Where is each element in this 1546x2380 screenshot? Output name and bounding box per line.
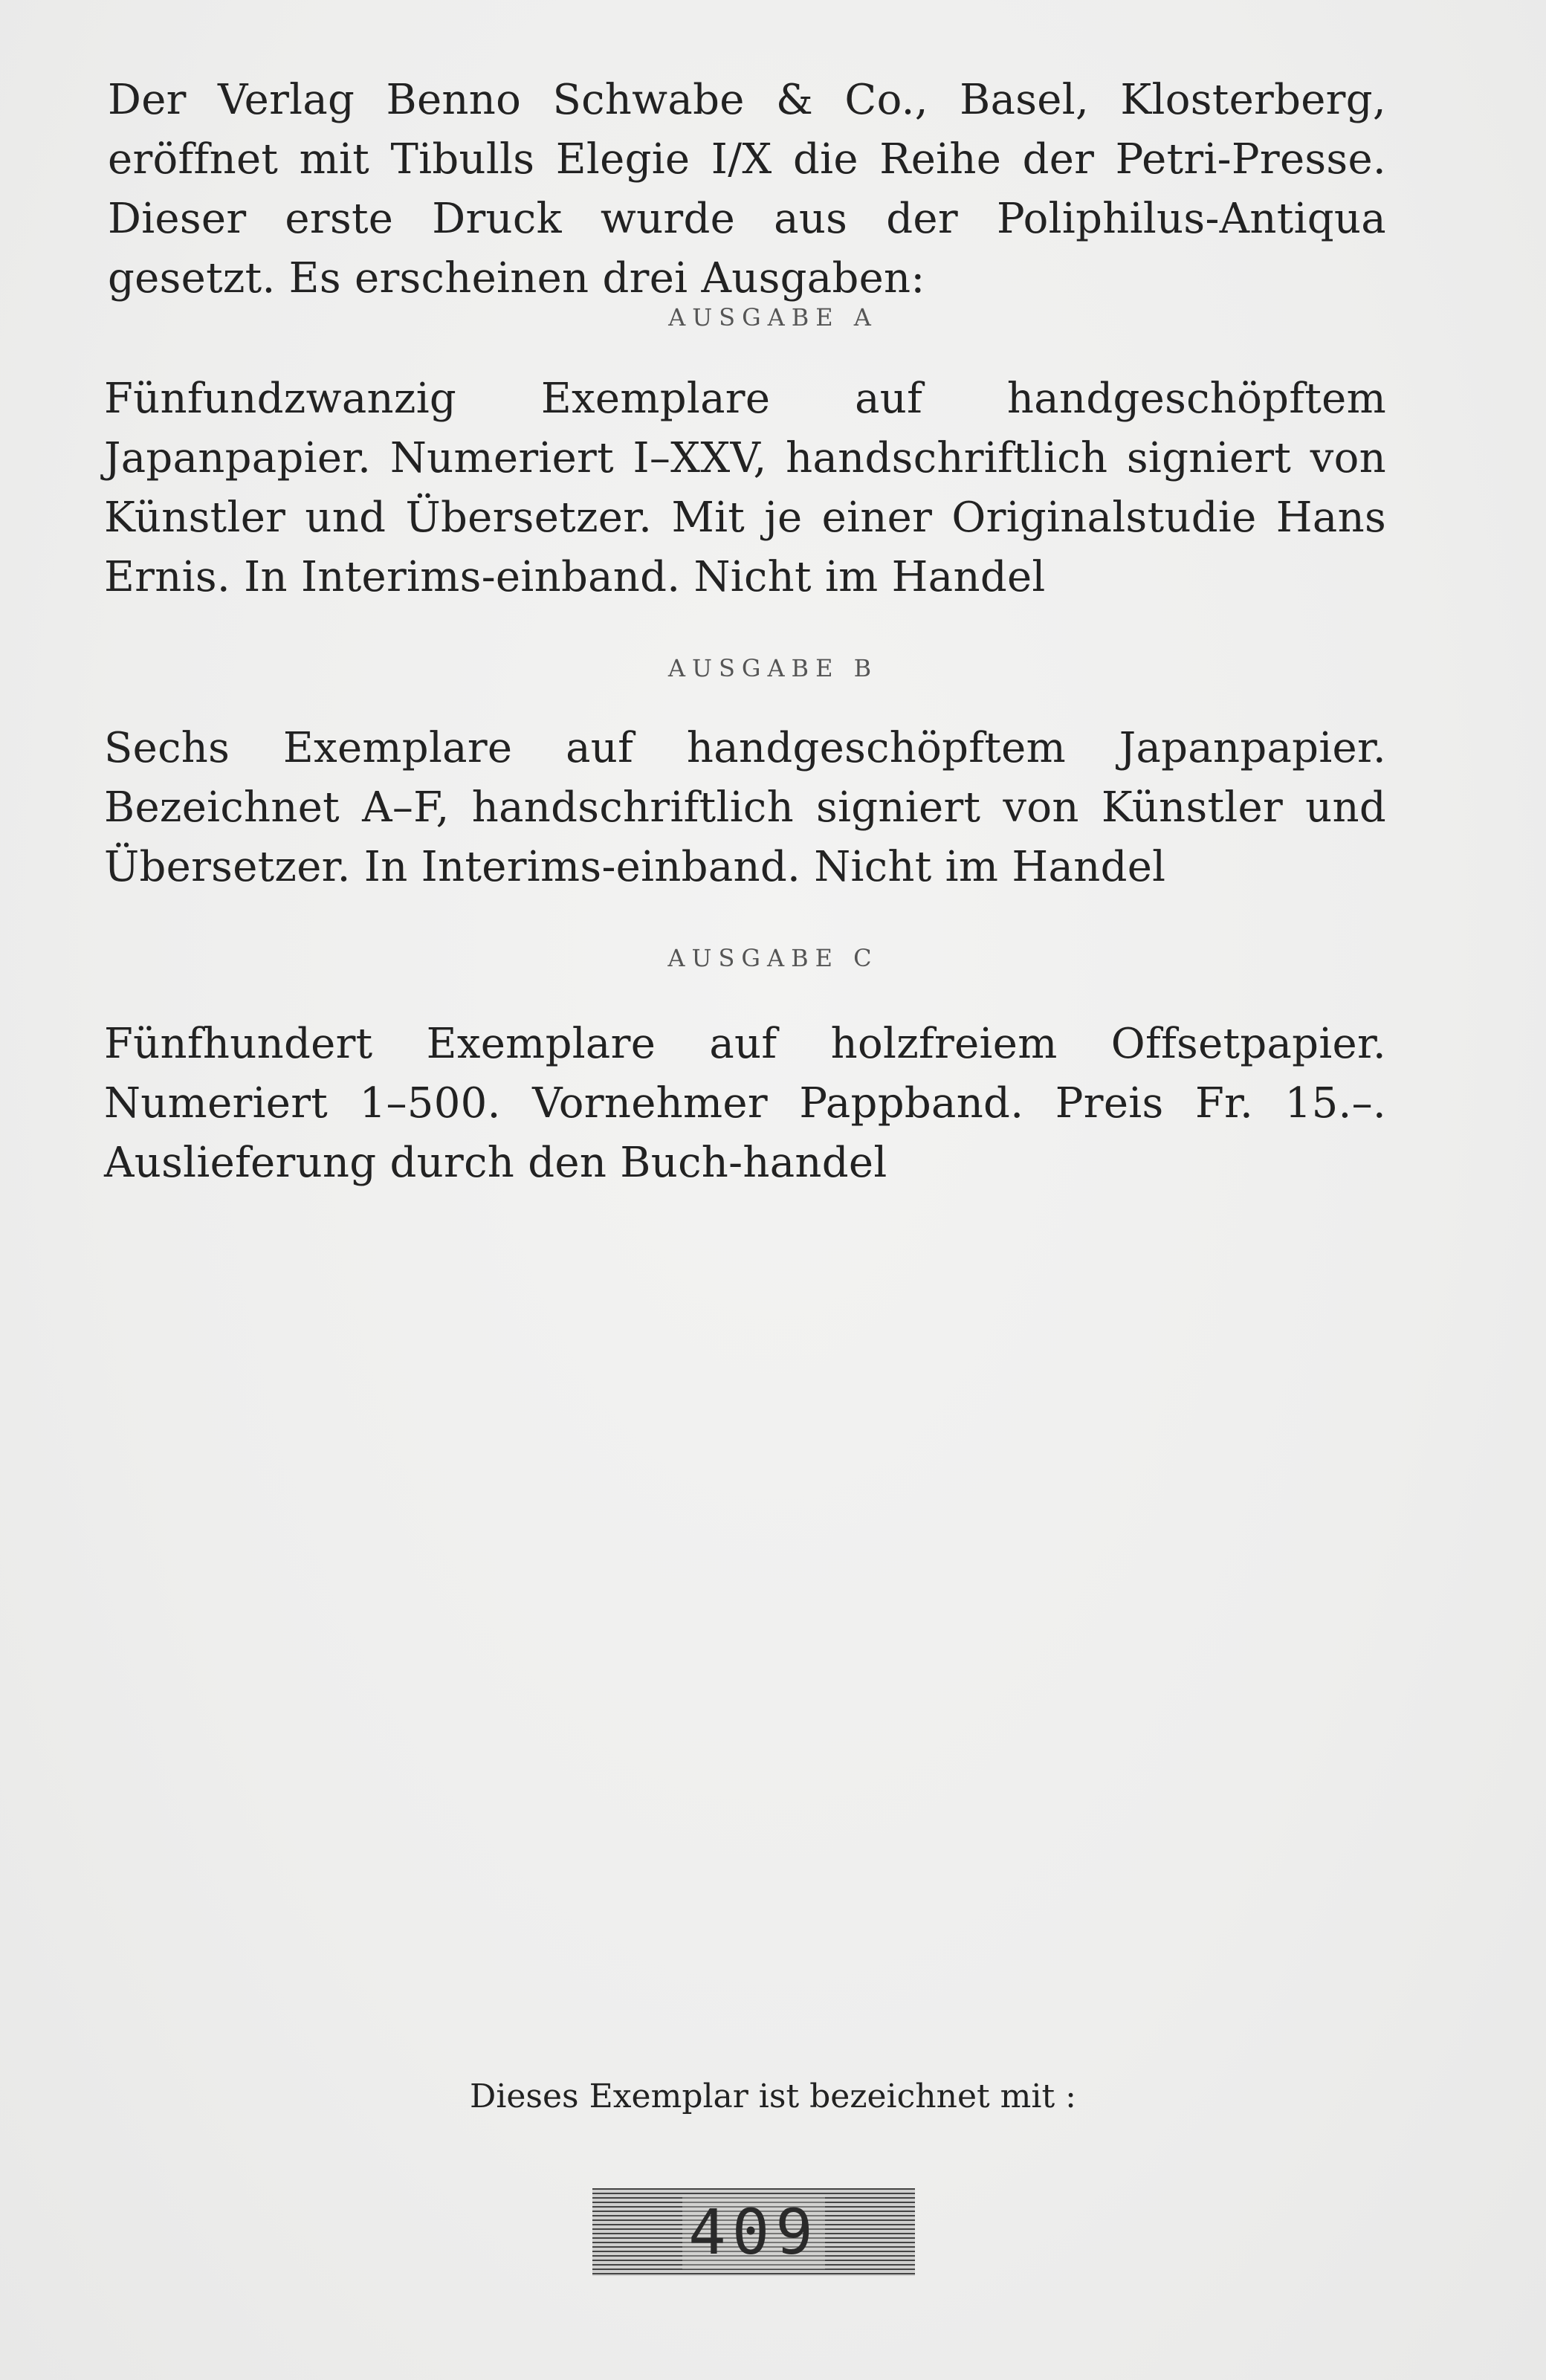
edition-a-text: Fünfundzwanzig Exemplare auf handgeschöpftem Japanpapier. Numeriert I–XXV, handschriftlich signiert von Künstler und Übersetzer. Mit je einer Originalstudie Hans Ernis. In Interims-einband. Nicht im Handel <box>104 375 1386 601</box>
edition-b-heading: AUSGABE B <box>667 654 879 682</box>
exemplar-label: Dieses Exemplar ist bezeichnet mit : <box>470 2077 1076 2115</box>
edition-a-heading: AUSGABE A <box>668 303 878 332</box>
edition-b-text: Sechs Exemplare auf handgeschöpftem Japanpapier. Bezeichnet A–F, handschriftlich signiert von Künstler und Übersetzer. In Interims-einband. Nicht im Handel <box>104 724 1386 891</box>
exemplar-number: 409 <box>682 2195 825 2269</box>
publisher-intro: Der Verlag Benno Schwabe & Co., Basel, Klosterberg, eröffnet mit Tibulls Elegie I/X die Reihe der Petri-Presse. Dieser erste Druck wurde aus der Poliphilus-Antiqua gesetzt. Es erscheinen drei Ausgaben: <box>108 76 1386 303</box>
edition-c-text: Fünfhundert Exemplare auf holzfreiem Offsetpapier. Numeriert 1–500. Vornehmer Pappband. Preis Fr. 15.–. Auslieferung durch den Buch-handel <box>104 1020 1386 1187</box>
edition-c-heading: AUSGABE C <box>667 944 879 972</box>
exemplar-number-stamp <box>592 2188 915 2276</box>
